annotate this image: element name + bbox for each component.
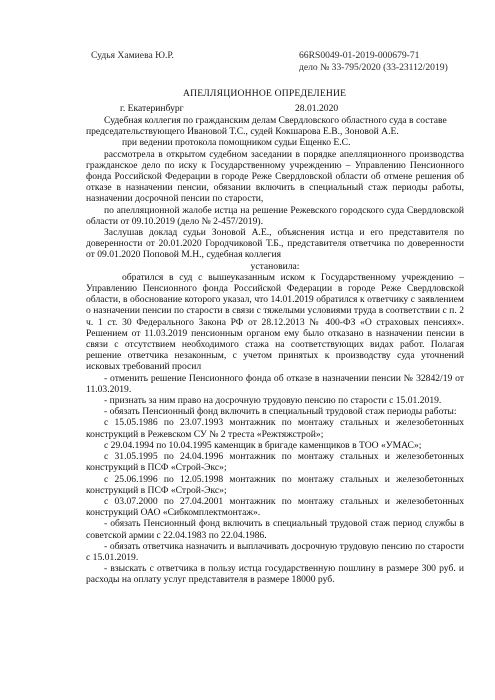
case-number: дело № 33-795/2020 (33-23112/2019): [299, 62, 448, 73]
claim-item: - обязать ответчика назначить и выплачивать досрочную трудовую пенсию по старости с 15.01.2019.: [86, 540, 464, 563]
paragraph-established: установила:: [250, 260, 300, 272]
claim-item: - признать за ним право на досрочную трудовую пенсию по старости с 15.01.2019.: [104, 395, 442, 407]
period-item: с 29.04.1994 по 10.04.1995 каменщик в бригаде каменщиков в ТОО «УМАС»;: [104, 439, 422, 451]
claim-item: - взыскать с ответчика в пользу истца государственную пошлину в размере 300 руб. и расходы на оплату услуг представителя в размере 18000 руб.: [86, 563, 464, 586]
paragraph-considered: рассмотрела в открытом судебном заседании в порядке апелляционного производства гражданское дело по иску к Государственному учреждению – Управлению Пенсионного фонда Российской Федерации в городе Реже Свердловской области об отмене решения об отказе в назначении пенсии, обязании включить в специальный стаж периоды работы, назначении досрочной пенсии по старости,: [86, 148, 464, 205]
paragraph-protocol: при ведении протокола помощником судьи Ещенко Е.С.: [122, 137, 351, 149]
document-title: АПЕЛЛЯЦИОННОЕ ОПРЕДЕЛЕНИЕ: [183, 88, 347, 99]
period-item: с 03.07.2000 по 27.04.2001 монтажник по монтажу стальных и железобетонных конструкций ОАО «Сибкомплектмонтаж».: [86, 495, 464, 519]
judge-name: Судья Хамиева Ю.Р.: [91, 50, 174, 61]
period-item: с 15.05.1986 по 23.07.1993 монтажник по монтажу стальных и железобетонных конструкций в Режевском СУ № 2 треста «Режтяжстрой»;: [86, 417, 464, 440]
document-place: г. Екатеринбург: [120, 103, 184, 114]
period-item: с 25.06.1996 по 12.05.1998 монтажник по монтажу стальных и железобетонных конструкций в ПСФ «Строй-Экс»;: [86, 473, 464, 496]
claim-item: - обязать Пенсионный фонд включить в специальный трудовой стаж периоды работы:: [104, 406, 457, 418]
document-date: 28.01.2020: [295, 103, 339, 114]
paragraph-appeal: по апелляционной жалобе истца на решение Режевского городского суда Свердловской области от 09.10.2019 (дело № 2-457/2019).: [86, 204, 464, 227]
case-identifier: 66RS0049-01-2019-000679-71: [299, 50, 420, 61]
document-body: [86, 115, 464, 586]
claim-item: - обязать Пенсионный фонд включить в специальный трудовой стаж период службы в советской армии с 22.04.1983 по 22.04.1986.: [86, 518, 464, 541]
paragraph-claim: обратился в суд с вышеуказанным иском к Государственному учреждению – Управлению Пенсионного фонда Российской Федерации в городе Реже Свердловской области, в обоснование которого указал, что 14.01.2019 обратился к ответчику с заявлением о назначении пенсии по старости в связи с тяжелыми условиями труда в соответствии с п. 2 ч. 1 ст. 30 Федерального Закона РФ от 28.12.2013 № 400-ФЗ «О страховых пенсиях». Решением от 11.03.2019 пенсионным органом ему было отказано в назначении пенсии в связи с отсутствием необходимого стажа на соответствующих видах работ. Полагая решение ответчика незаконным, с учетом принятых к производству суда уточнений исковых требований просил: [86, 271, 464, 373]
paragraph-composition: Судебная коллегия по гражданским делам Свердловского областного суда в составе: [104, 115, 447, 126]
paragraph-hearing: Заслушав доклад судьи Зоновой А.Е., объяснения истца и его представителя по доверенности от 20.01.2020 Городчиковой Т.Б., представителя ответчика по доверенности от 09.01.2020 Поповой М.Н., судебная коллегия: [86, 227, 464, 261]
paragraph-panel: председательствующего Ивановой Т.С., судей Кокшарова Е.В., Зоновой А.Е.: [86, 126, 399, 138]
claim-item: - отменить решение Пенсионного фонда об отказе в назначении пенсии № 32842/19 от 11.03.2019.: [86, 372, 464, 395]
period-item: с 31.05.1995 по 24.04.1996 монтажник по монтажу стальных и железобетонных конструкций в ПСФ «Строй-Экс»;: [86, 451, 464, 474]
